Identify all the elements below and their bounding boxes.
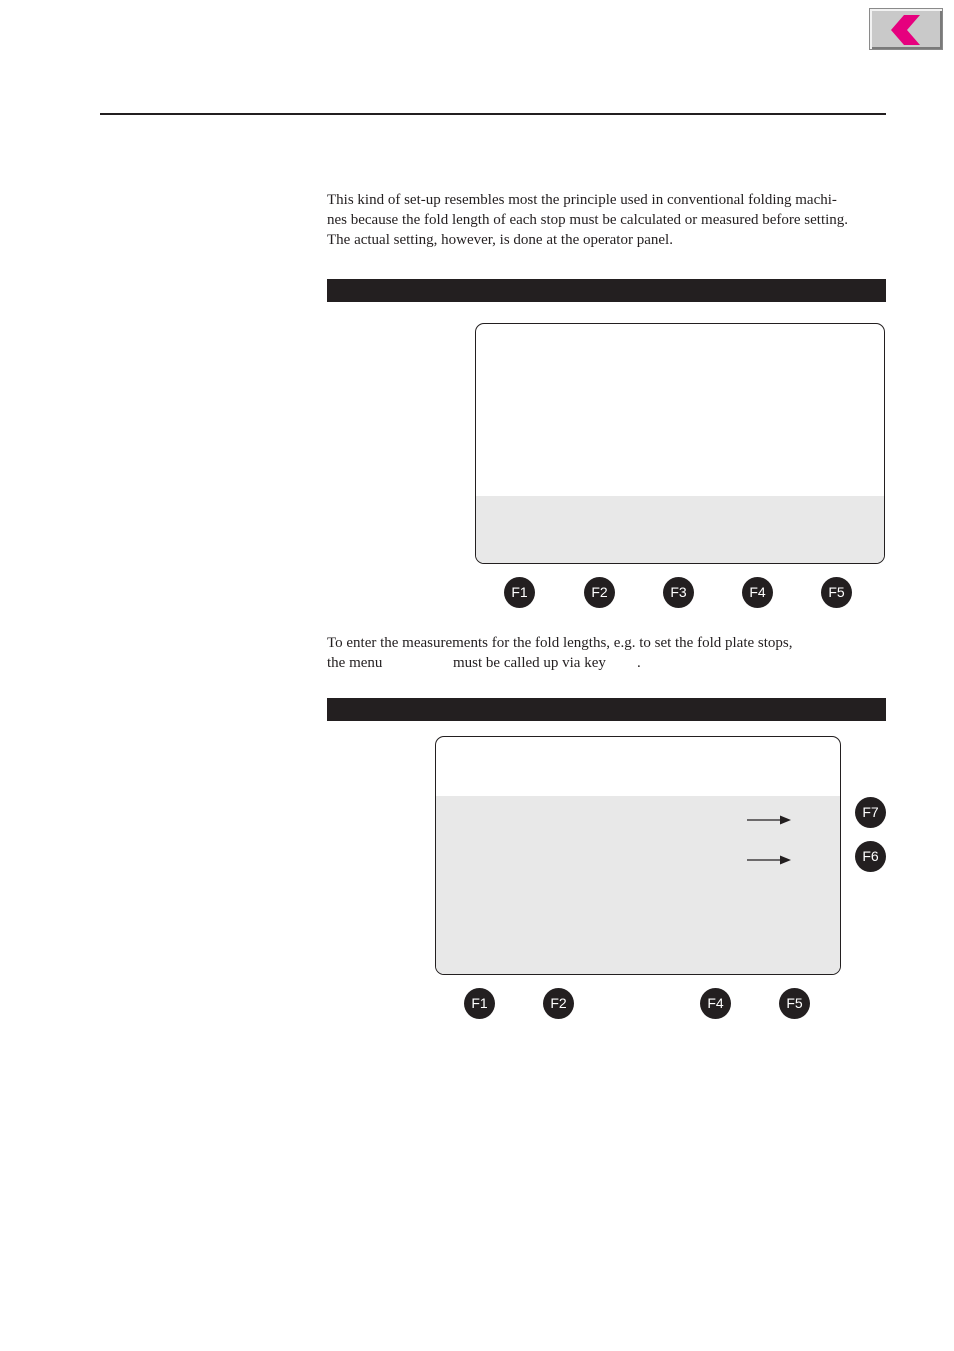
arrow-right-icon xyxy=(746,813,794,827)
f3-key[interactable]: F3 xyxy=(663,577,694,608)
f5-key[interactable]: F5 xyxy=(779,988,810,1019)
f4-key[interactable]: F4 xyxy=(742,577,773,608)
section-bar-2 xyxy=(327,698,886,721)
instruction-paragraph xyxy=(327,633,793,673)
instruction-line-1: To enter the measurements for the fold lengths, e.g. to set the fold plate stops, xyxy=(327,635,793,651)
instruction-line-2 xyxy=(327,653,793,673)
arrow-right-icon xyxy=(746,853,794,867)
f5-key[interactable]: F5 xyxy=(821,577,852,608)
display-screen-2 xyxy=(435,736,841,975)
intro-line: The actual setting, however, is done at the operator panel. xyxy=(327,232,673,248)
f2-key[interactable]: F2 xyxy=(584,577,615,608)
f1-key[interactable]: F1 xyxy=(464,988,495,1019)
header-rule xyxy=(100,113,886,115)
back-button[interactable] xyxy=(869,8,943,50)
f1-key[interactable]: F1 xyxy=(504,577,535,608)
back-chevron-icon xyxy=(870,9,944,51)
display-screen-1 xyxy=(475,323,885,564)
instruction-text: . xyxy=(637,655,641,671)
section-bar-1 xyxy=(327,279,886,302)
intro-line: This kind of set-up resembles most the principle used in conventional folding machi- xyxy=(327,192,837,208)
intro-paragraph xyxy=(327,190,848,250)
intro-line: nes because the fold length of each stop must be calculated or measured before setting. xyxy=(327,212,849,228)
f4-key[interactable]: F4 xyxy=(700,988,731,1019)
display-shaded-area xyxy=(476,496,884,563)
instruction-text: must be called up via key xyxy=(453,655,606,671)
f2-key[interactable]: F2 xyxy=(543,988,574,1019)
f6-key[interactable]: F6 xyxy=(855,841,886,872)
instruction-text: the menu xyxy=(327,655,383,671)
f7-key[interactable]: F7 xyxy=(855,797,886,828)
